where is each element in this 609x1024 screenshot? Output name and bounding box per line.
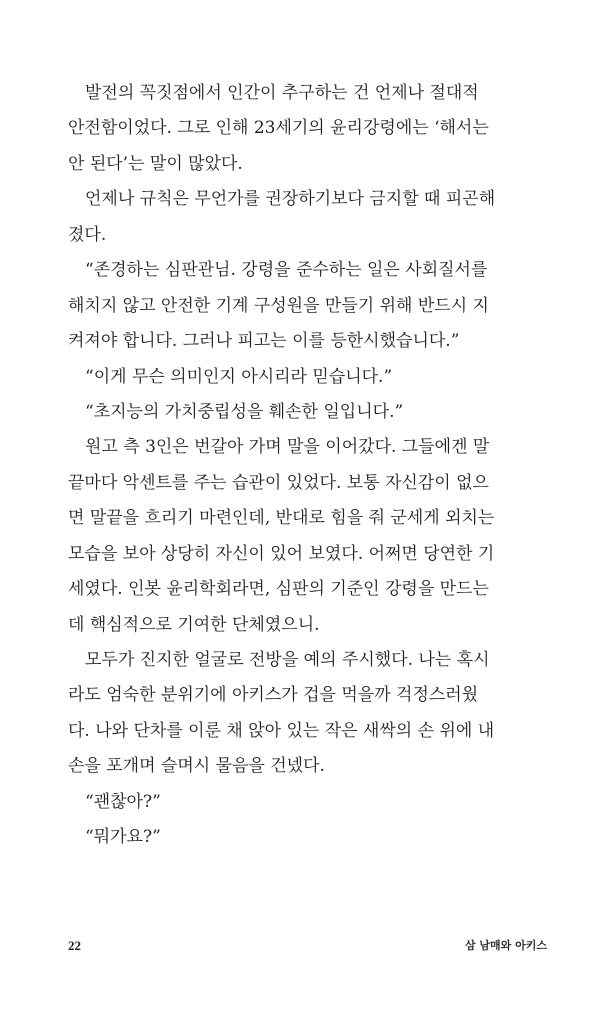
text-line: “존경하는 심판관님. 강령을 준수하는 일은 사회질서를	[85, 260, 488, 281]
body-text	[68, 76, 548, 856]
text-line: 발전의 꼭짓점에서 인간이 추구하는 건 언제나 절대적	[85, 83, 479, 103]
text-line: 해치지 않고 안전한 기계 구성원을 만들기 위해 반드시 지	[68, 295, 489, 316]
running-title: 삼 남매와 아키스	[464, 939, 547, 952]
text-line: 켜져야 합니다. 그러나 피고는 이를 등한시했습니다.”	[68, 331, 460, 352]
text-line: 데 핵심적으로 기여한 단체였으니.	[68, 614, 320, 635]
text-line: “괜찮아?”	[85, 791, 161, 812]
text-line: “뭐가요?”	[85, 827, 161, 848]
text-line: 모두가 진지한 얼굴로 전방을 예의 주시했다. 나는 혹시	[85, 650, 490, 670]
text-line: 세였다. 인봇 윤리학회라면, 심판의 기준인 강령을 만드는	[68, 579, 489, 600]
text-line: 면 말끝을 흐리기 마련인데, 반대로 힘을 줘 군세게 외치는	[68, 508, 495, 529]
page-number: 22	[68, 938, 81, 953]
text-line: “이게 무슨 의미인지 아시리라 믿습니다.”	[85, 366, 393, 387]
text-line: 다. 나와 단차를 이룬 채 앉아 있는 작은 새싹의 손 위에 내	[68, 720, 495, 741]
text-line: 졌다.	[68, 224, 107, 245]
text-line: 모습을 보아 상당히 자신이 있어 보였다. 어쩌면 당연한 기	[68, 543, 495, 564]
text-line: “초지능의 가치중립성을 훼손한 일입니다.”	[85, 401, 404, 422]
text-line: 끝마다 악센트를 주는 습관이 있었다. 보통 자신감이 없으	[68, 472, 489, 493]
text-line: 안전함이었다. 그로 인해 23세기의 윤리강령에는 ‘해서는	[68, 118, 489, 139]
text-line: 손을 포개며 슬며시 물음을 건넸다.	[68, 756, 325, 777]
text-line: 원고 측 3인은 번갈아 가며 말을 이어갔다. 그들에겐 말	[85, 437, 490, 458]
text-line: 안 된다’는 말이 많았다.	[68, 153, 243, 174]
text-line: 언제나 규칙은 무언가를 권장하기보다 금지할 때 피곤해	[85, 189, 496, 210]
text-line: 라도 엄숙한 분위기에 아키스가 겁을 먹을까 걱정스러웠	[68, 685, 479, 706]
